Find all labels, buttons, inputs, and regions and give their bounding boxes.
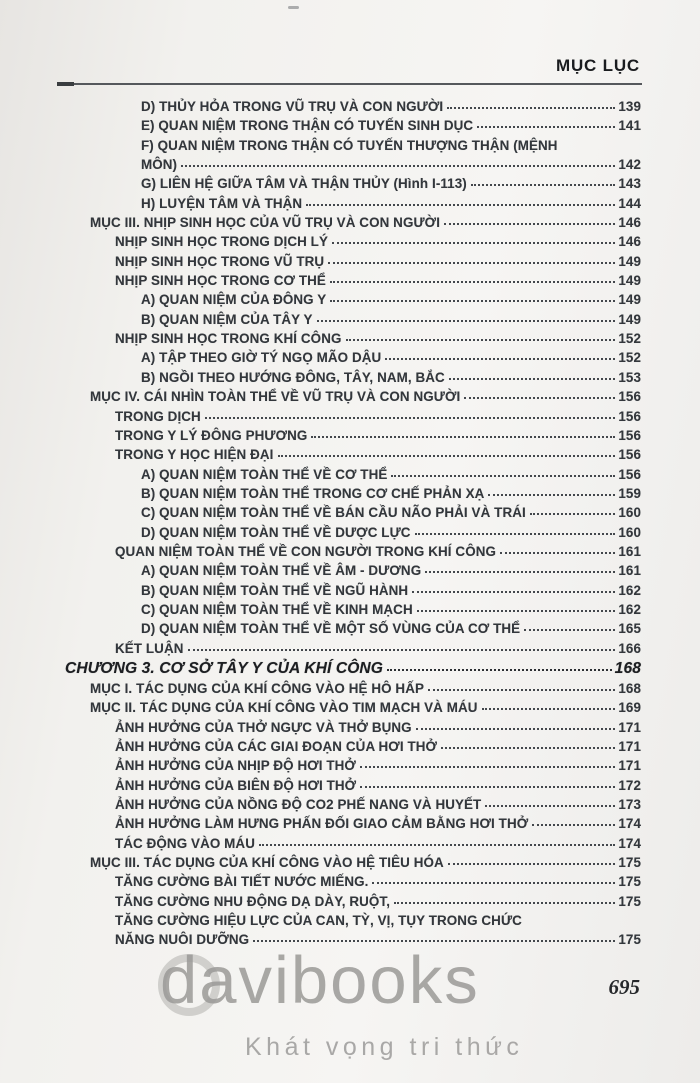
dot-leader [485,805,615,807]
dot-leader [524,629,615,631]
toc-entry-text: G) LIÊN HỆ GIỮA TÂM VÀ THẬN THỦY (Hình I-113) [141,176,467,192]
toc-entry [65,523,641,542]
toc-entry [65,814,641,833]
toc-entry-text: A) QUAN NIỆM CỦA ĐÔNG Y [141,292,327,308]
toc-entry-text: TĂNG CƯỜNG NHU ĐỘNG DẠ DÀY, RUỘT, [115,893,391,909]
toc-entry-page: 156 [618,408,641,424]
page-title: MỤC LỤC [556,56,640,75]
toc-entry-text: D) THỦY HỎA TRONG VŨ TRỤ VÀ CON NGƯỜI [141,99,444,114]
toc-entry-page: 142 [618,157,641,173]
toc-entry-page: 168 [618,680,641,696]
toc-entry [65,407,641,426]
dot-leader [449,378,616,380]
watermark-slogan: Khát vọng tri thức [245,1033,524,1061]
watermark-name: davibooks [160,943,480,1018]
toc-entry-text: MỤC IV. CÁI NHÌN TOÀN THỂ VỀ VŨ TRỤ VÀ CON NGƯỜI [90,389,461,405]
toc-entry [65,737,641,756]
toc-entry-text: ẢNH HƯỞNG CỦA CÁC GIAI ĐOẠN CỦA HƠI THỞ [115,739,438,754]
toc-entry [65,213,641,232]
toc-entry-page: 171 [618,739,641,754]
toc-entry-text: QUAN NIỆM TOÀN THỂ VỀ CON NGƯỜI TRONG KHÍ CÔNG [115,543,497,559]
toc-entry [65,619,641,638]
toc-entry [65,872,641,891]
toc-entry-text: CHƯƠNG 3. CƠ SỞ TÂY Y CỦA KHÍ CÔNG [65,659,384,677]
dot-leader [444,223,615,225]
toc-entry-page: 166 [618,640,641,656]
toc-entry-page: 156 [618,447,641,463]
toc-entry [65,561,641,580]
toc-entry-text: NHỊP SINH HỌC TRONG VŨ TRỤ [115,253,325,269]
dot-leader [188,649,616,651]
toc-entry [65,581,641,600]
toc-entry-text: NHỊP SINH HỌC TRONG DỊCH LÝ [115,234,328,250]
toc-entry [65,329,641,348]
dot-leader [278,455,616,457]
toc-entry [65,542,641,561]
toc-entry [65,853,641,872]
toc-entry [65,484,641,503]
dot-leader [412,591,615,593]
toc-entry [65,387,641,406]
dot-leader [360,766,615,768]
toc-entry-text: D) QUAN NIỆM TOÀN THỂ VỀ MỘT SỐ VÙNG CỦA CƠ THỂ [141,621,521,637]
toc-entry [65,892,641,911]
dot-leader [477,126,615,128]
toc-entry [65,756,641,775]
toc-entry [65,658,641,679]
toc-entry-page: 175 [618,893,641,909]
dot-leader [471,184,616,186]
dot-leader [328,262,615,264]
dot-leader [360,786,615,788]
toc-entry-text: A) QUAN NIỆM TOÀN THỂ VỀ ÂM - DƯƠNG [141,563,422,579]
toc-entry-page: 143 [618,176,641,192]
toc-entry-text: B) QUAN NIỆM CỦA TÂY Y [141,311,313,327]
toc-entry-text: C) QUAN NIỆM TOÀN THỂ VỀ BÁN CẦU NÃO PHẢI VÀ TRÁI [141,505,526,521]
toc-entry-text: MỤC III. TÁC DỤNG CỦA KHÍ CÔNG VÀO HỆ TIÊU HÓA [90,855,444,871]
toc-entry-page: 160 [618,524,641,540]
dot-leader [530,513,616,515]
toc-entry-text: NHỊP SINH HỌC TRONG KHÍ CÔNG [115,331,342,347]
toc-entry [65,600,641,619]
toc-entry-page: 175 [618,874,641,890]
toc-entry-text: ẢNH HƯỞNG CỦA NHỊP ĐỘ HƠI THỞ [115,758,356,774]
toc-entry-text: MỤC II. TÁC DỤNG CỦA KHÍ CÔNG VÀO TIM MẠCH VÀ MÁU [90,700,478,716]
toc-entry [65,698,641,717]
toc-entry [65,834,641,853]
toc-entry [65,503,641,522]
toc-entry [65,426,641,445]
toc-entry [65,465,641,484]
dot-leader [306,204,615,206]
dot-leader [417,610,616,612]
toc-entry-page: 156 [618,427,641,443]
dot-leader [441,747,615,749]
toc-entry-page: 169 [618,700,641,716]
dot-leader [391,475,615,477]
toc-entry-page: 156 [618,466,641,482]
toc-entry [65,97,641,116]
toc-entry-page: 139 [618,99,641,114]
toc-entry-page: 162 [618,582,641,598]
toc-entry-page: 172 [618,777,641,793]
dot-leader [372,882,615,884]
toc-entry [65,155,641,174]
dot-leader [500,552,615,554]
toc-entry-text: E) QUAN NIỆM TRONG THẬN CÓ TUYẾN SINH DỤC [141,118,474,134]
toc-entry-text: NHỊP SINH HỌC TRONG CƠ THỂ [115,273,326,289]
toc-entry-text: MỤC III. NHỊP SINH HỌC CỦA VŨ TRỤ VÀ CON NGƯỜI [90,215,441,231]
dot-leader [259,844,615,846]
toc-entry-text: MỤC I. TÁC DỤNG CỦA KHÍ CÔNG VÀO HỆ HÔ HẤP [90,680,425,696]
dot-leader [205,417,616,419]
toc-entry-text: TRONG Y LÝ ĐÔNG PHƯƠNG [115,427,308,443]
toc-entry [65,445,641,464]
toc-entry-page: 156 [618,389,641,405]
toc-entry-page: 141 [618,118,641,134]
toc-entry-text: MÔN) [141,157,178,173]
toc-entry [65,194,641,213]
toc-entry-page: 168 [614,659,641,677]
toc-entry [65,116,641,135]
toc-entry-text: B) QUAN NIỆM TOÀN THỂ VỀ NGŨ HÀNH [141,582,409,598]
toc-entry [65,348,641,367]
toc-entry [65,639,641,658]
toc-entry-text: ẢNH HƯỞNG CỦA BIÊN ĐỘ HƠI THỞ [115,777,357,793]
toc-entry-text: TĂNG CƯỜNG BÀI TIẾT NƯỚC MIẾNG. [115,874,369,890]
toc-entry [65,795,641,814]
dot-leader [330,300,615,302]
dot-leader [482,708,616,710]
toc-entry-page: 159 [618,485,641,501]
toc-entry-text: TĂNG CƯỜNG HIỆU LỰC CỦA CAN, TỲ, VỊ, TỤY TRONG CHỨC [115,913,522,929]
toc-entry [65,718,641,737]
page-number: 695 [608,975,640,999]
toc-entry-page: 161 [618,543,641,559]
dot-leader [181,165,615,167]
dot-leader [330,281,615,283]
toc-entry [65,290,641,309]
dot-leader [532,824,615,826]
toc-entry-page: 161 [618,563,641,579]
toc-entry-text: D) QUAN NIỆM TOÀN THỂ VỀ DƯỢC LỰC [141,524,411,540]
toc-entry-page: 175 [618,855,641,871]
toc-entry-text: A) QUAN NIỆM TOÀN THỂ VỀ CƠ THỂ [141,466,388,482]
toc-entry-page: 152 [618,350,641,366]
toc-entry-page: 173 [618,797,641,813]
toc-entry-page: 149 [618,273,641,289]
dot-leader [416,728,616,730]
toc-entry-text: TRONG Y HỌC HIỆN ĐẠI [115,447,274,463]
dot-leader [415,533,616,535]
toc-entry-page: 153 [618,369,641,385]
dot-leader [346,339,616,341]
toc-entry-text: KẾT LUẬN [115,640,184,656]
toc-entry-page: 174 [618,835,641,851]
dot-leader [311,436,615,438]
dot-leader [425,571,615,573]
toc-entry-page: 174 [618,816,641,832]
toc-entry-text: C) QUAN NIỆM TOÀN THỂ VỀ KINH MẠCH [141,601,413,617]
toc-entry [65,368,641,387]
toc-entry [65,136,641,155]
toc-entry-page: 146 [618,215,641,231]
toc-entry [65,911,641,930]
toc-entry-text: ẢNH HƯỞNG CỦA NỒNG ĐỘ CO2 PHẾ NANG VÀ HUYẾT [115,797,482,813]
toc-entry [65,679,641,698]
dot-leader [394,902,615,904]
header-rule-tick [57,82,74,86]
toc-entry-text: B) NGỒI THEO HƯỚNG ĐÔNG, TÂY, NAM, BẮC [141,369,445,385]
toc-entry-page: 171 [618,758,641,774]
dot-leader [448,863,616,865]
toc-entry [65,252,641,271]
dot-leader [332,242,615,244]
dot-leader [428,689,615,691]
toc-entry-text: ẢNH HƯỞNG LÀM HƯNG PHẤN ĐỐI GIAO CẢM BẰNG HƠI THỞ [115,816,529,832]
toc-entry [65,310,641,329]
dot-leader [317,320,616,322]
toc-entry-page: 149 [618,311,641,327]
toc-entry-page: 175 [618,932,641,948]
toc-entry-page: 171 [618,719,641,735]
toc-entry [65,232,641,251]
toc-entry [65,271,641,290]
toc-entry [65,174,641,193]
scan-artifact [288,6,299,9]
toc-entry-page: 152 [618,331,641,347]
dot-leader [447,107,615,109]
toc-entry [65,776,641,795]
toc-entry-page: 162 [618,601,641,617]
toc-list [65,97,641,950]
toc-entry-text: TRONG DỊCH [115,408,201,424]
toc-entry-text: F) QUAN NIỆM TRONG THẬN CÓ TUYẾN THƯỢNG THẬN (MỆNH [141,137,558,153]
dot-leader [488,494,615,496]
toc-entry-page: 146 [618,234,641,250]
toc-entry-text: TÁC ĐỘNG VÀO MÁU [115,835,255,851]
toc-entry-text: B) QUAN NIỆM TOÀN THỂ TRONG CƠ CHẾ PHẢN XẠ [141,485,485,501]
toc-entry-text: H) LUYỆN TÂM VÀ THẬN [141,195,303,211]
toc-entry-page: 149 [618,253,641,269]
toc-entry-page: 149 [618,292,641,308]
toc-entry-text: A) TẬP THEO GIỜ TÝ NGỌ MÃO DẬU [141,350,382,366]
toc-entry-page: 165 [618,621,641,637]
toc-entry-page: 144 [618,195,641,211]
page-header [62,56,642,85]
dot-leader [385,358,615,360]
toc-entry-text: NĂNG NUÔI DƯỠNG [115,932,250,948]
toc-entry-text: ẢNH HƯỞNG CỦA THỞ NGỰC VÀ THỞ BỤNG [115,719,412,735]
dot-leader [464,397,615,399]
header-rule [62,83,642,85]
dot-leader [387,669,612,671]
toc-entry-page: 160 [618,505,641,521]
